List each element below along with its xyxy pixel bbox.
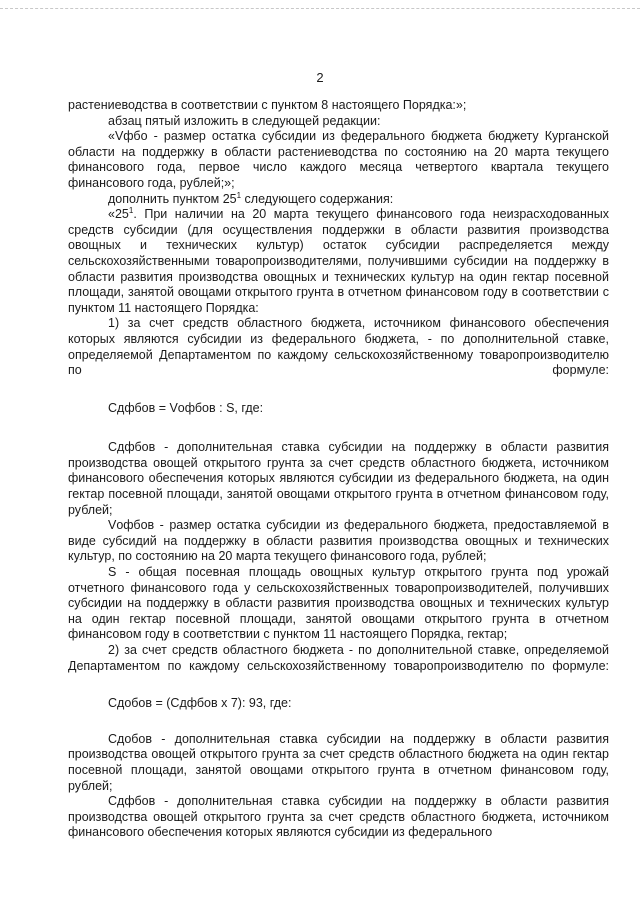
document-body xyxy=(68,98,609,841)
formula-sdfbov: Сдфбов = Vофбов : S, где: xyxy=(108,400,264,415)
superscript: 1 xyxy=(236,190,242,200)
paragraph-sdfbov-definition: Сдфбов - дополнительная ставка субсидии на поддержку в области развития производства овощей открытого грунта за счет средств областного бюджета, источником финансового обеспечения которых являются субсидии из федерального бюджета, на один гектар посевной площади, занятой овощами открытого грунта в отчетном финансовом году, рублей; xyxy=(68,440,609,517)
paragraph-vofbov-definition: Vофбов - размер остатка субсидии из федерального бюджета, предоставляемой в виде субсидий на поддержку в области развития производства овощных и технических культур, по состоянию на 20 марта текущего финансового года, рублей; xyxy=(68,518,609,564)
paragraph-point-25-1 xyxy=(68,207,609,316)
paragraph-add-point-tail: следующего содержания: xyxy=(241,191,394,206)
formula-sdobov: Сдобов = (Сдфбов х 7): 93, где: xyxy=(108,696,292,711)
paragraph-add-point-text: дополнить пунктом 25 xyxy=(108,191,237,206)
point-number: «25 xyxy=(108,207,129,222)
paragraph-continuation: растениеводства в соответствии с пунктом 8 настоящего Порядка:»; xyxy=(68,98,467,112)
paragraph-subpoint-2: 2) за счет средств областного бюджета - по дополнительной ставке, определяемой Департаментом по каждому сельскохозяйственному товаропроизводителю по формуле: xyxy=(68,643,609,673)
paragraph-add-point xyxy=(68,192,609,208)
paragraph-subpoint-1: 1) за счет средств областного бюджета, источником финансового обеспечения которых являются субсидии из федерального бюджета, - по дополнительной ставке, определяемой Департаментом по каждому сельскохозяйственному товаропроизводителю по формуле: xyxy=(68,316,609,378)
scan-top-edge xyxy=(0,8,640,10)
superscript: 1 xyxy=(128,206,134,216)
paragraph-instruction-fifth-indent: абзац пятый изложить в следующей редакции: xyxy=(108,113,381,128)
point-text: . При наличии на 20 марта текущего финансового года неизрасходованных средств субсидии (для осуществления поддержки в области развития производства овощных и технических культур) остаток субсидии распределяется между сельскохозяйственными товаропроизводителями, получившими субсидии на поддержку в области развития производства овощных и технических культур на один гектар посевной площади, занятой овощами открытого грунта в отчетном финансовом году в соответствии с пунктом 11 настоящего Порядка: xyxy=(68,207,609,315)
page-number: 2 xyxy=(316,70,324,85)
paragraph-sdobov-definition: Сдобов - дополнительная ставка субсидии на поддержку в области развития производства овощей открытого грунта за счет средств областного бюджета на один гектар посевной площади, занятой овощами открытого грунта в отчетном финансовом году, рублей; xyxy=(68,731,609,793)
paragraph-sdfbov-definition-repeat: Сдфбов - дополнительная ставка субсидии на поддержку в области развития производства овощей открытого грунта за счет средств областного бюджета, источником финансового обеспечения которых являются субсидии из федерального xyxy=(68,794,609,840)
paragraph-s-definition: S - общая посевная площадь овощных культур открытого грунта под урожай отчетного финансового года у сельскохозяйственных товаропроизводителей, получивших субсидии на поддержку в области развития производства овощных и технических культур на один гектар посевной площади, занятой овощами открытого грунта в отчетном финансовом году в соответствии с пунктом 11 настоящего Порядка, гектар; xyxy=(68,565,609,642)
paragraph-vfbo-definition: «Vфбо - размер остатка субсидии из федерального бюджета бюджету Курганской области на поддержку в области растениеводства по состоянию на 20 марта текущего финансового года, первое число каждого месяца четвертого квартала текущего финансового года, рублей;»; xyxy=(68,129,609,190)
